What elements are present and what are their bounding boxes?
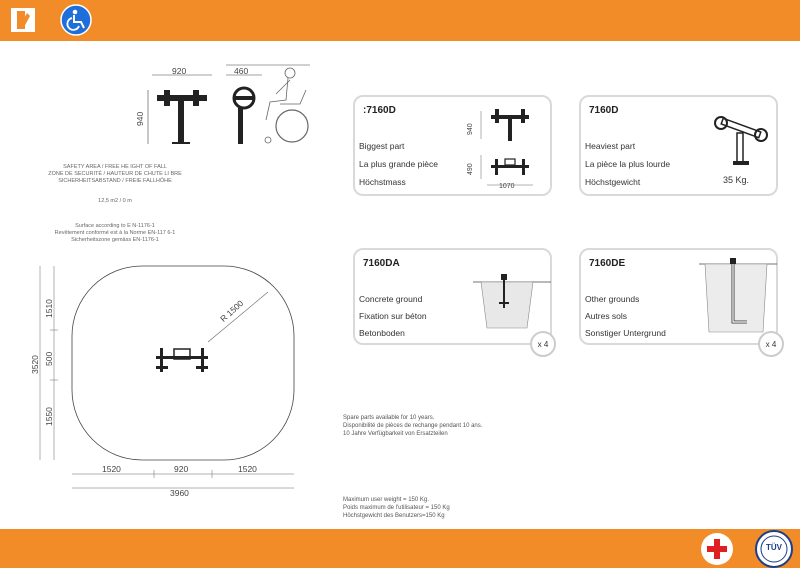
surface-fr: Revêtement conformé est à la Norme EN-117 6-1 — [54, 230, 176, 236]
card-code: 7160DA — [363, 258, 400, 269]
max-weight-note — [343, 496, 450, 520]
card-concrete-ground — [353, 248, 552, 345]
concrete-anchor-drawing — [473, 270, 553, 332]
dim-biggest-height: 940 — [467, 123, 474, 135]
dim-left-mid: 500 — [44, 351, 54, 366]
dimension-drawing-top — [130, 60, 320, 150]
footer-bar — [0, 529, 800, 568]
biggest-part-drawing — [465, 103, 550, 193]
instructions-manual-icon — [9, 6, 37, 34]
card-line-de: Betonboden — [359, 328, 405, 338]
heaviest-weight: 35 Kg. — [723, 175, 750, 185]
dim-left-bottom: 1550 — [44, 407, 54, 426]
ground-anchor-drawing — [699, 256, 779, 336]
card-code: :7160D — [363, 105, 396, 116]
safety-area-title — [20, 164, 210, 185]
card-line-de: Sonstiger Untergrund — [585, 328, 666, 338]
dim-bottom-right: 1520 — [238, 464, 257, 474]
safety-area-value: 12,5 m2 / 0 m — [98, 198, 132, 204]
card-line-de: Höchstmass — [359, 177, 406, 187]
safety-title-fr: ZONE DE SECURITÉ / HAUTEUR DE CHUTE LI BRE — [48, 171, 182, 177]
spare-note-en: Spare parts available for 10 years. — [343, 415, 435, 421]
spare-parts-note — [343, 414, 482, 438]
spare-note-fr: Disponibilité de pièces de rechange pendant 10 ans. — [343, 423, 483, 429]
tuv-certification-icon — [755, 530, 793, 568]
dim-bottom-mid: 920 — [174, 464, 189, 474]
card-line-en: Other grounds — [585, 294, 640, 304]
first-aid-icon — [700, 532, 734, 566]
weight-note-fr: Poids maximum de l'utilisateur = 150 Kg — [343, 505, 450, 511]
card-line-en: Biggest part — [359, 141, 405, 151]
tuv-label: TÜV — [766, 543, 782, 552]
header-bar — [0, 0, 800, 41]
card-line-fr: Autres sols — [585, 311, 628, 321]
card-line-de: Höchstgewicht — [585, 177, 641, 187]
dim-bottom-left: 1520 — [102, 464, 121, 474]
radius-label: R 1500 — [218, 298, 246, 324]
card-code: 7160DE — [589, 258, 626, 269]
card-code: 7160D — [589, 105, 619, 116]
card-line-fr: Fixation sur béton — [359, 311, 427, 321]
surface-en: Surface according to E N-1176-1 — [75, 223, 155, 229]
dim-side-width: 460 — [234, 66, 249, 76]
heaviest-part-drawing — [709, 107, 773, 169]
safety-title-en: SAFETY AREA / FREE HE IGHT OF FALL — [63, 164, 167, 170]
card-line-en: Heaviest part — [585, 141, 636, 151]
weight-note-en: Maximum user weight = 150 Kg. — [343, 497, 429, 503]
dim-front-width: 920 — [172, 66, 187, 76]
dim-left-top: 1510 — [44, 299, 54, 318]
spare-note-de: 10 Jahre Verfügbarkeit von Ersatzteilen — [343, 431, 448, 437]
concrete-quantity-badge: x 4 — [530, 331, 556, 357]
dim-biggest-depth: 490 — [467, 163, 474, 175]
weight-note-de: Höchstgewicht des Benutzers=150 Kg — [343, 513, 445, 519]
safety-area-plan — [30, 262, 300, 502]
dim-total-width: 3960 — [170, 488, 189, 498]
other-quantity-badge: x 4 — [758, 331, 784, 357]
card-line-en: Concrete ground — [359, 294, 423, 304]
card-biggest-part — [353, 95, 552, 196]
wheelchair-accessible-icon — [60, 4, 92, 36]
card-line-fr: La pièce la plus lourde — [585, 159, 671, 169]
surface-standard-text — [20, 223, 210, 244]
card-heaviest-part — [579, 95, 778, 196]
safety-title-de: SICHERHEITSABSTAND / FREIE FALLHÖHE — [58, 178, 172, 184]
card-line-fr: La plus grande pièce — [359, 159, 438, 169]
card-other-grounds — [579, 248, 778, 345]
dim-height: 940 — [135, 111, 145, 126]
dim-biggest-width: 1070 — [499, 183, 515, 190]
dim-total-height: 3520 — [30, 355, 40, 374]
surface-de: Sicherheitszone gemäss EN-1176-1 — [71, 237, 159, 243]
